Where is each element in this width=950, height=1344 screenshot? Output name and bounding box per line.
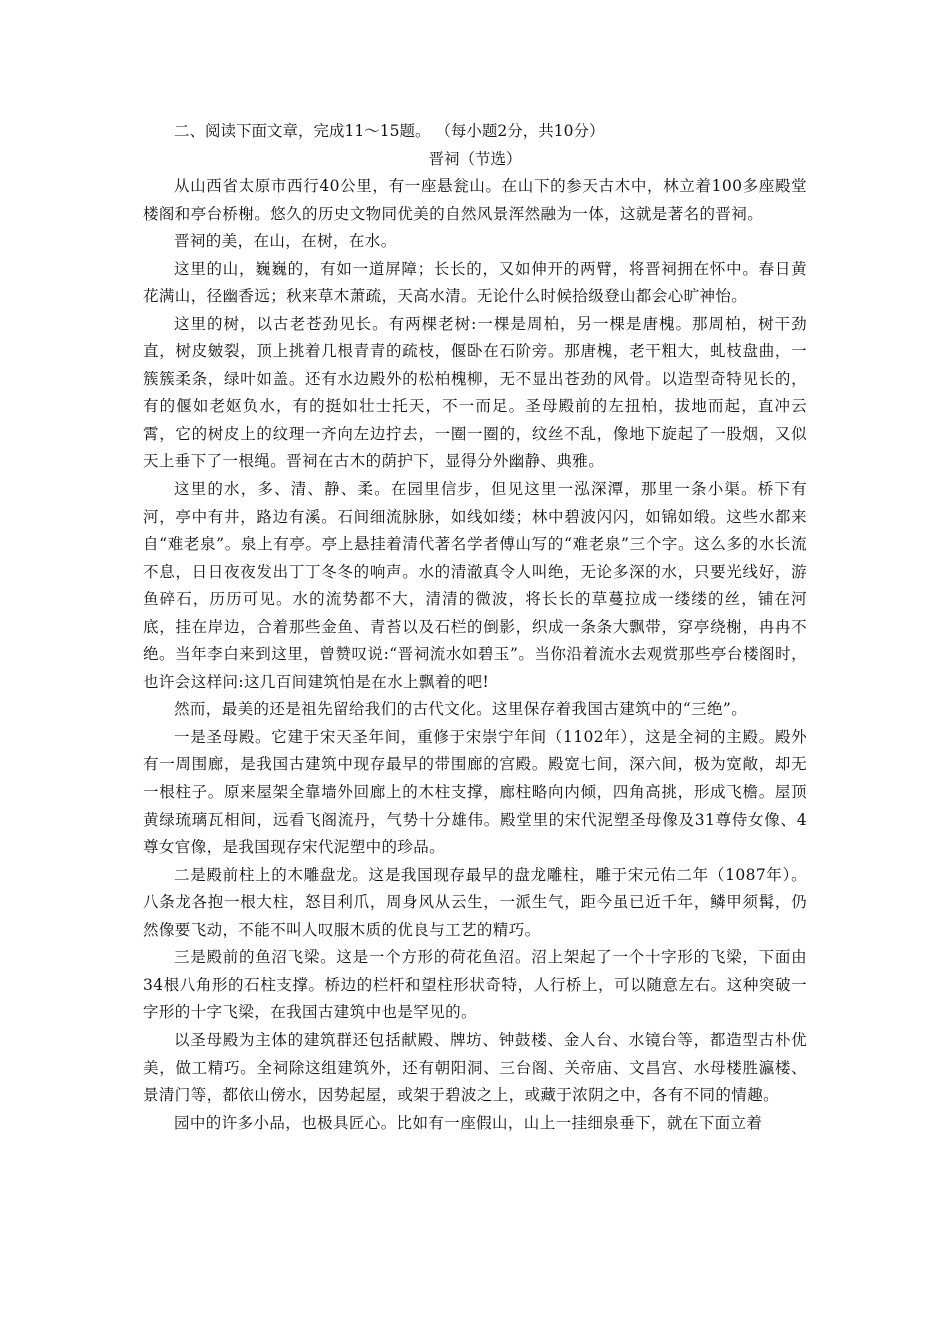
question-instruction: 二、阅读下面文章，完成11～15题。 （每小题2分，共10分） bbox=[174, 122, 605, 140]
paragraph: 三是殿前的鱼沼飞梁。这是一个方形的荷花鱼沼。沼上架起了一个十字形的飞梁，下面由34根八角形的石柱支撑。桥边的栏杆和望柱形状奇特，人行桥上，可以随意左右。这种突破一字形的十字飞梁，在我国古建筑中也是罕见的。 bbox=[143, 948, 807, 1022]
paragraph: 一是圣母殿。它建于宋天圣年间，重修于宋崇宁年间（1102年），这是全祠的主殿。殿外有一周围廊，是我国古建筑中现存最早的带围廊的宫殿。殿宽七间，深六间，极为宽敞，却无一根柱子。原来屋架全靠墙外回廊上的木柱支撑，廊柱略向内倾，四角高挑，形成飞檐。屋顶黄绿琉璃瓦相间，远看飞阁流丹，气势十分雄伟。殿堂里的宋代泥塑圣母像及31尊侍女像、4尊女官像，是我国现存宋代泥塑中的珍品。 bbox=[143, 727, 807, 857]
paragraph: 从山西省太原市西行40公里，有一座悬瓮山。在山下的参天古木中，林立着100多座殿堂楼阁和亭台桥榭。悠久的历史文物同优美的自然风景浑然融为一体，这就是著名的晋祠。 bbox=[143, 177, 807, 223]
paragraph: 这里的山，巍巍的，有如一道屏障；长长的，又如伸开的两臂，将晋祠拥在怀中。春日黄花满山，径幽香远；秋来草木萧疏，天高水清。无论什么时候拾级登山都会心旷神怡。 bbox=[143, 259, 807, 306]
paragraph: 晋祠的美，在山，在树，在水。 bbox=[174, 232, 397, 251]
paragraph: 园中的许多小品，也极具匠心。比如有一座假山，山上一挂细泉垂下，就在下面立着 bbox=[174, 1113, 763, 1132]
paragraph: 二是殿前柱上的木雕盘龙。这是我国现存最早的盘龙雕柱，雕于宋元佑二年（1087年）。八条龙各抱一根大柱，怒目利爪，周身风从云生，一派生气，距今虽已近千年，鳞甲须髯，仍然像要飞动，不能不叫人叹服木质的优良与工艺的精巧。 bbox=[143, 865, 807, 939]
article-body bbox=[143, 173, 807, 1137]
paragraph: 这里的水，多、清、静、柔。在园里信步，但见这里一泓深潭，那里一条小渠。桥下有河，亭中有井，路边有溪。石间细流脉脉，如线如缕；林中碧波闪闪，如锦如缎。这些水都来自“难老泉”。泉上有亭。亭上悬挂着清代著名学者傅山写的“难老泉”三个字。这么多的水长流不息，日日夜夜发出丁丁冬冬的响声。水的清澈真令人叫绝，无论多深的水，只要光线好，游鱼碎石，历历可见。水的流势都不大，清清的微波，将长长的草蔓拉成一缕缕的丝，铺在河底，挂在岸边，合着那些金鱼、青苔以及石栏的倒影，织成一条条大飘带，穿亭绕榭，冉冉不绝。当年李白来到这里，曾赞叹说:“晋祠流水如碧玉”。当你沿着流水去观赏那些亭台楼阁时，也许会这样问:这几百间建筑怕是在水上飘着的吧! bbox=[143, 480, 807, 691]
paragraph: 以圣母殿为主体的建筑群还包括献殿、牌坊、钟鼓楼、金人台、水镜台等，都造型古朴优美，做工精巧。全祠除这组建筑外，还有朝阳洞、三台阁、关帝庙、文昌宫、水母楼胜瀛楼、景清门等，都依山傍水，因势起屋，或架于碧波之上，或藏于浓阴之中，各有不同的情趣。 bbox=[143, 1030, 807, 1105]
article-title: 晋祠（节选） bbox=[428, 150, 522, 168]
paragraph: 这里的树，以古老苍劲见长。有两棵老树:一棵是周柏，另一棵是唐槐。那周柏，树干劲直，树皮皴裂，顶上挑着几根青青的疏枝，偃卧在石阶旁。那唐槐，老干粗大，虬枝盘曲，一簇簇柔条，绿叶如盖。还有水边殿外的松柏槐柳，无不显出苍劲的风骨。以造型奇特见长的，有的偃如老妪负水，有的挺如壮士托天，不一而足。圣母殿前的左扭柏，拔地而起，直冲云霄，它的树皮上的纹理一齐向左边拧去，一圈一圈的，纹丝不乱，像地下旋起了一股烟，又似天上垂下了一根绳。晋祠在古木的荫护下，显得分外幽静、典雅。 bbox=[143, 314, 807, 471]
paragraph: 然而，最美的还是祖先留给我们的古代文化。这里保存着我国古建筑中的“三绝”。 bbox=[174, 700, 748, 719]
